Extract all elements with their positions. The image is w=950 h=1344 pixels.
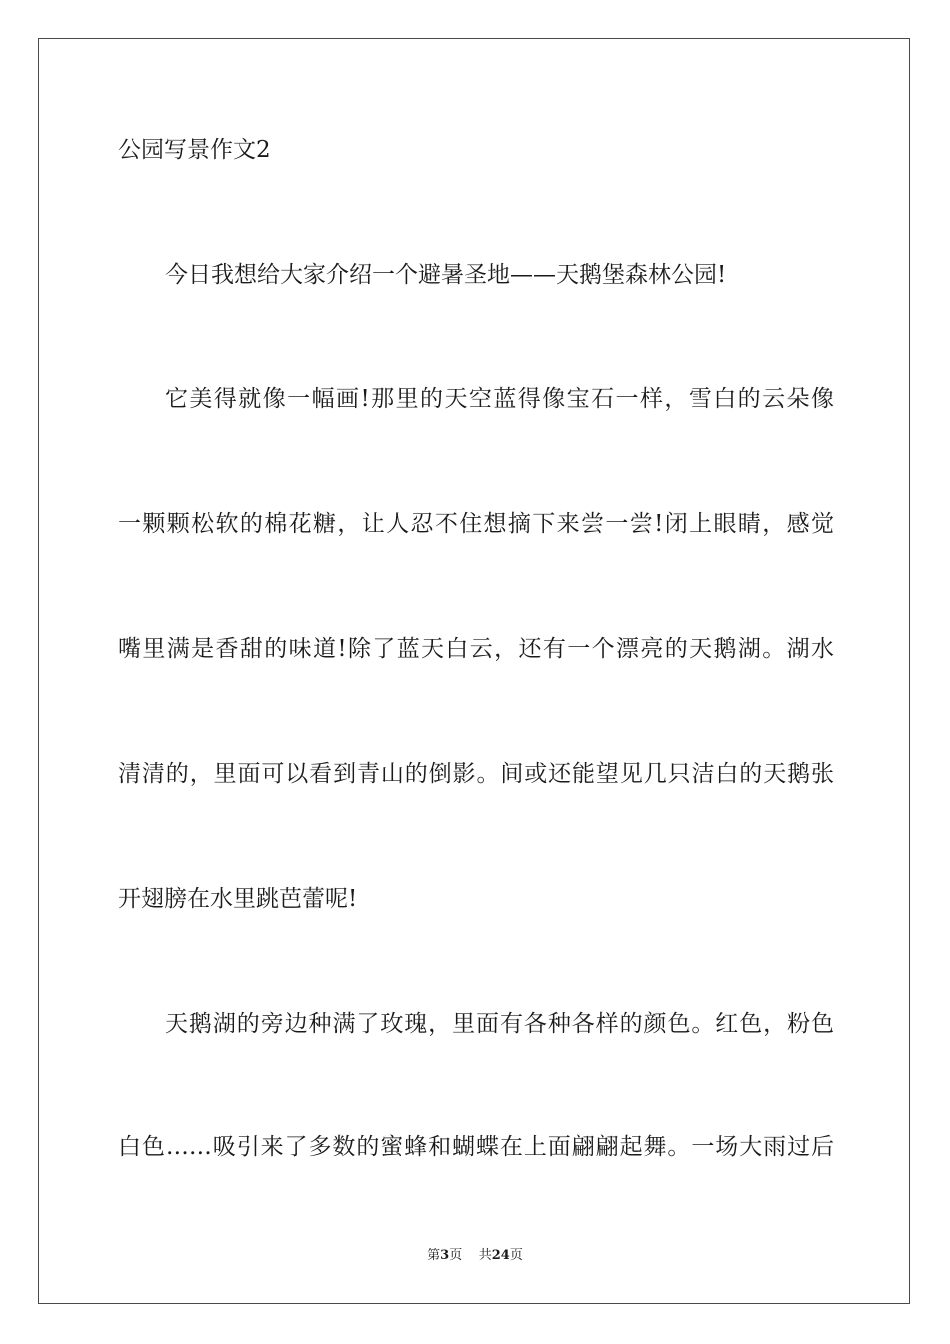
paragraph-line-4: 嘴里满是香甜的味道!除了蓝天白云，还有一个漂亮的天鹅湖。湖水	[118, 636, 834, 662]
footer-page-prefix: 第	[427, 1248, 441, 1263]
paragraph-line-5: 清清的，里面可以看到青山的倒影。间或还能望见几只洁白的天鹅张	[118, 761, 834, 787]
page-border	[38, 38, 910, 1304]
paragraph-line-1: 今日我想给大家介绍一个避暑圣地——天鹅堡森林公园!	[165, 262, 727, 288]
footer-total-pages: 24	[491, 1248, 510, 1263]
footer-page-suffix: 页	[449, 1248, 463, 1263]
paragraph-line-6: 开翅膀在水里跳芭蕾呢!	[118, 886, 358, 912]
document-title: 公园写景作文2	[118, 137, 271, 163]
paragraph-line-8: 白色……吸引来了多数的蜜蜂和蝴蝶在上面翩翩起舞。一场大雨过后	[118, 1134, 834, 1160]
page-footer	[0, 1247, 950, 1265]
paragraph-line-2: 它美得就像一幅画!那里的天空蓝得像宝石一样，雪白的云朵像	[165, 386, 834, 412]
footer-page-number: 3	[440, 1248, 450, 1263]
footer-total-suffix: 页	[509, 1248, 523, 1263]
footer-total-prefix: 共	[478, 1248, 492, 1263]
paragraph-line-3: 一颗颗松软的棉花糖，让人忍不住想摘下来尝一尝!闭上眼睛，感觉	[118, 511, 834, 537]
paragraph-line-7: 天鹅湖的旁边种满了玫瑰，里面有各种各样的颜色。红色，粉色	[165, 1011, 834, 1037]
